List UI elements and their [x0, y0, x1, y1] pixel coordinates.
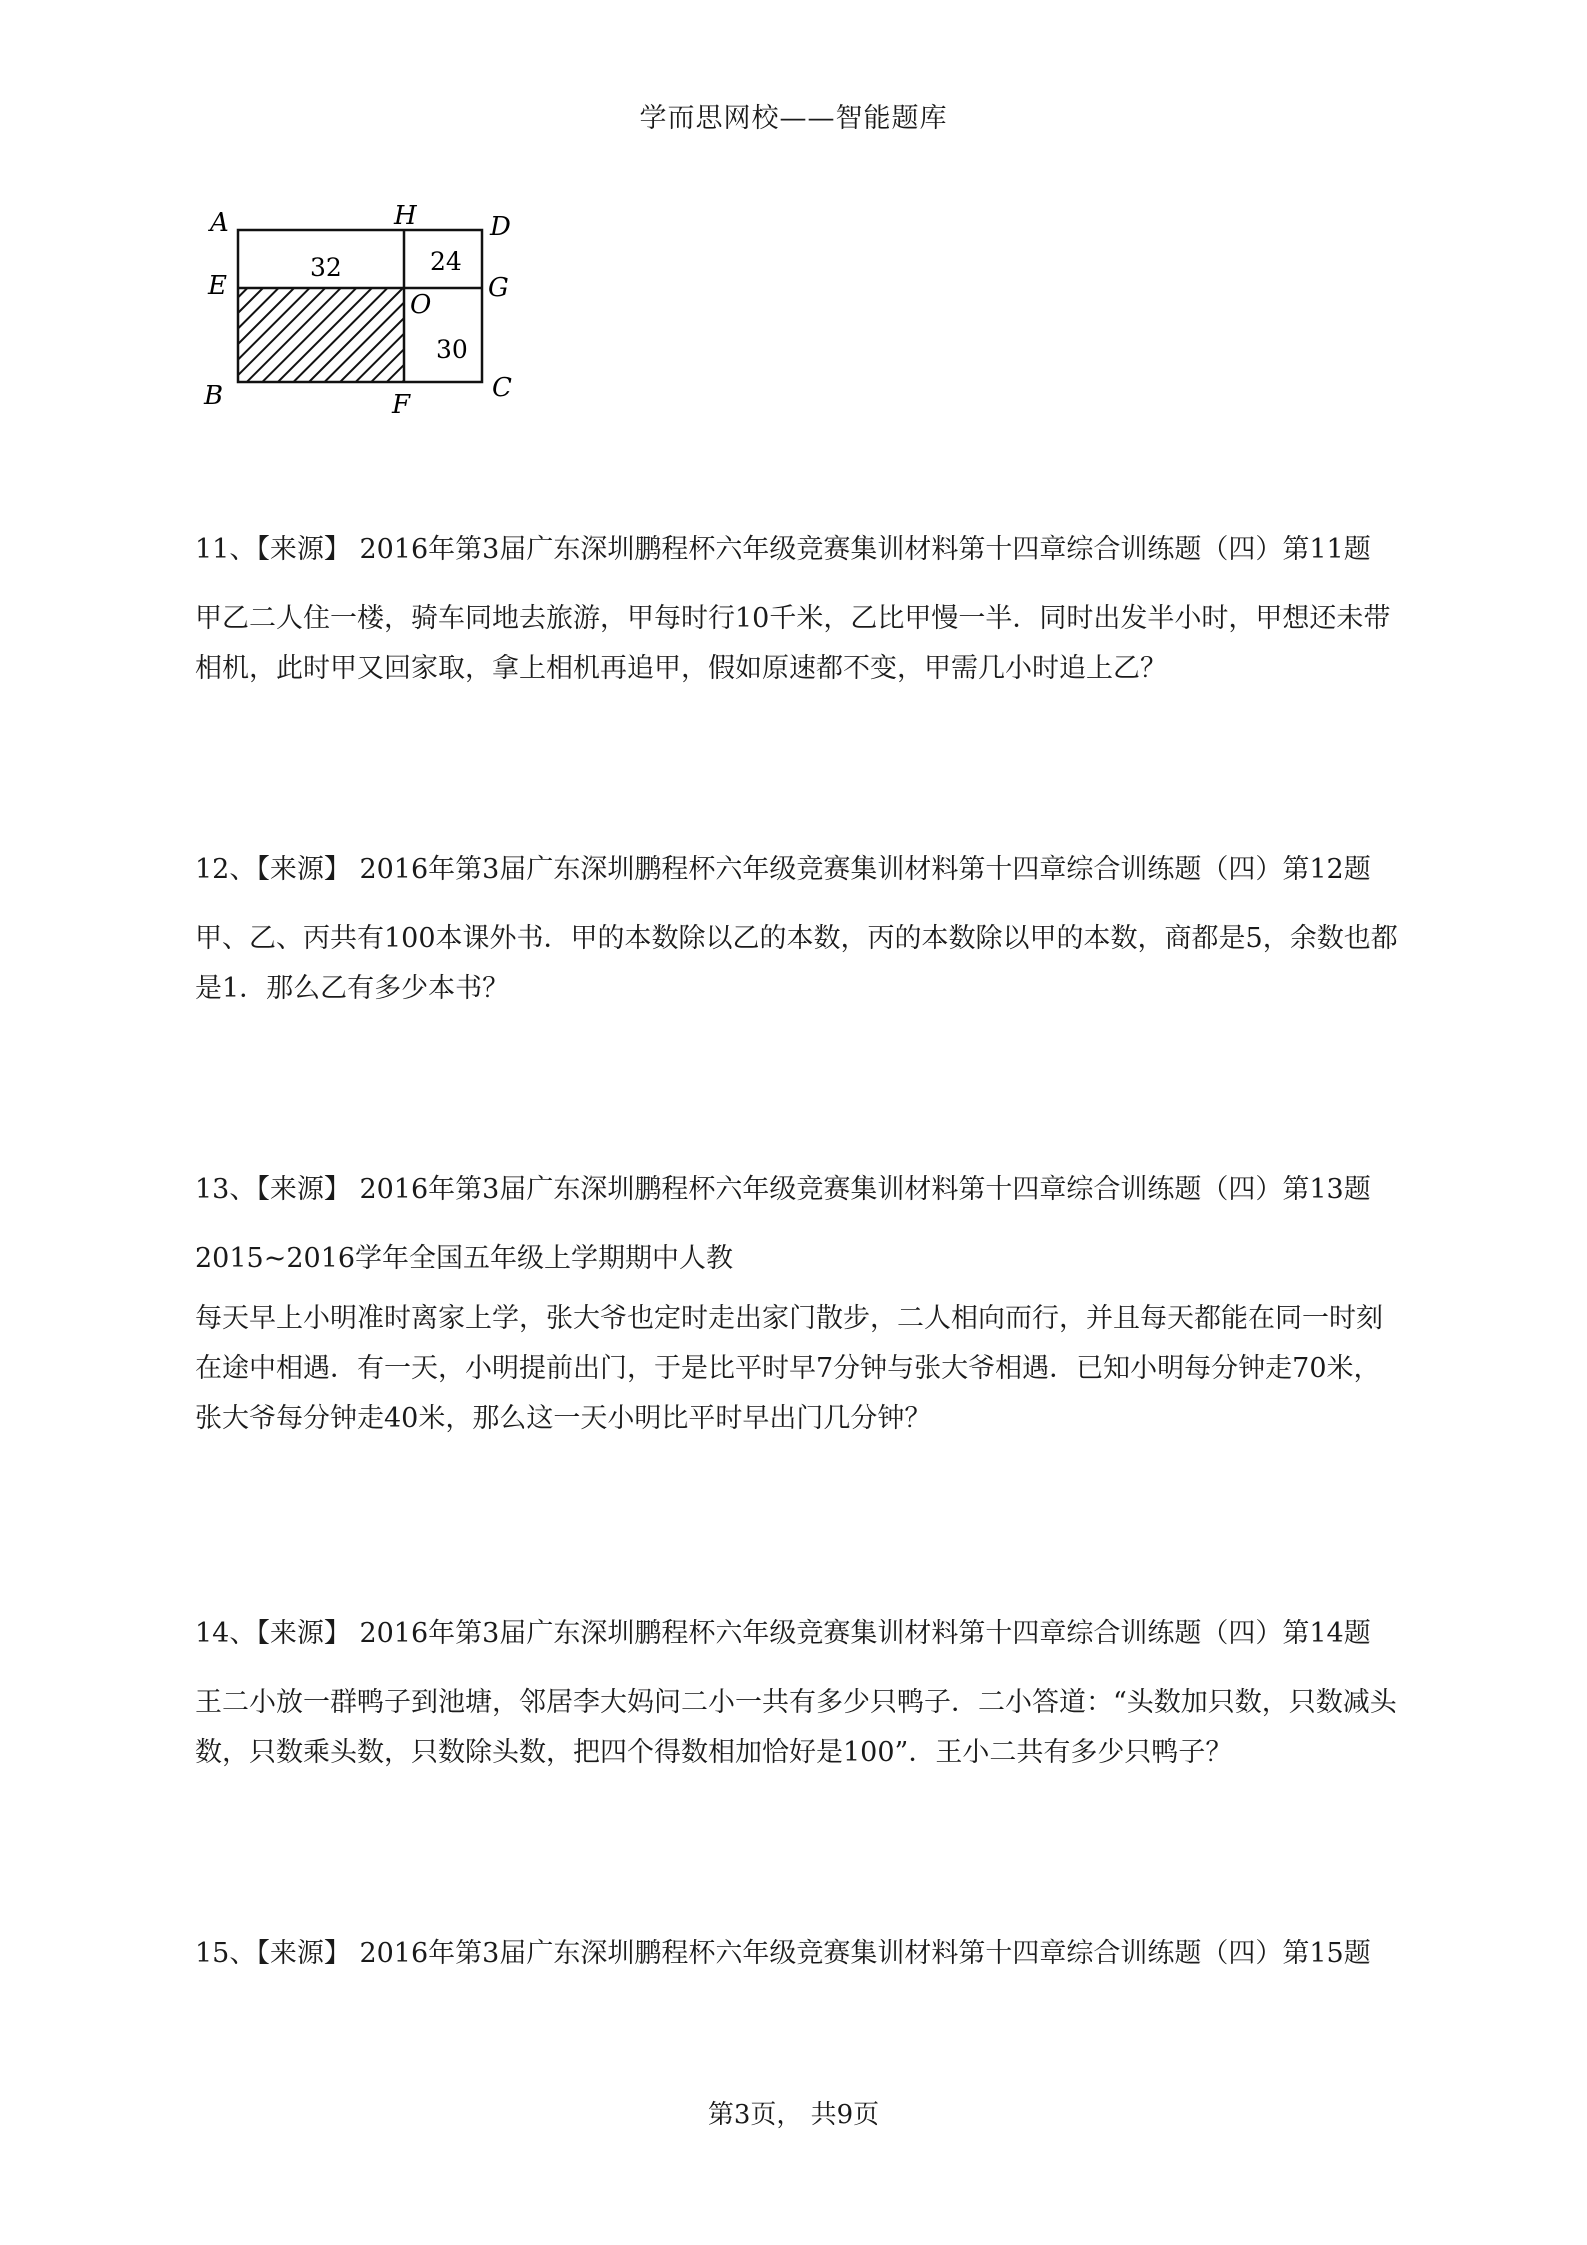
label-f: F — [392, 390, 411, 420]
question-13 — [195, 1164, 1405, 1444]
label-e: E — [208, 271, 227, 301]
question-source: 11、【来源】 2016年第3届广东深圳鹏程杯六年级竞赛集训材料第十四章综合训练题（四）第11题 — [195, 534, 1371, 565]
question-11 — [195, 524, 1405, 694]
area-top-left: 32 — [310, 253, 342, 282]
question-body: 每天早上小明准时离家上学，张大爷也定时走出家门散步，二人相向而行，并且每天都能在同一时刻在途中相遇．有一天，小明提前出门，于是比平时早7分钟与张大爷相遇．已知小明每分钟走70米，张大爷每分钟走40米，那么这一天小明比平时早出门几分钟？ — [195, 1303, 1383, 1434]
rectangle-diagram — [196, 198, 536, 424]
label-b: B — [204, 381, 224, 411]
area-bottom-right: 30 — [436, 335, 468, 364]
label-o: O — [410, 290, 432, 320]
question-body: 甲、乙、丙共有100本课外书．甲的本数除以乙的本数，丙的本数除以甲的本数，商都是5，余数也都是1．那么乙有多少本书？ — [195, 923, 1398, 1004]
page-footer: 第3页， 共9页 — [707, 2100, 880, 2130]
label-h: H — [394, 201, 417, 231]
label-a: A — [210, 208, 229, 238]
label-c: C — [492, 373, 512, 403]
source-tag: 【来源】 — [256, 1174, 351, 1205]
source-tag: 【来源】 — [256, 854, 351, 885]
question-source: 15、【来源】 2016年第3届广东深圳鹏程杯六年级竞赛集训材料第十四章综合训练题（四）第15题 — [195, 1938, 1371, 1969]
question-body: 王二小放一群鸭子到池塘，邻居李大妈问二小一共有多少只鸭子．二小答道：“头数加只数，只数减头数，只数乘头数，只数除头数，把四个得数相加恰好是100”．王小二共有多少只鸭子？ — [195, 1687, 1397, 1768]
source-tag: 【来源】 — [256, 534, 351, 565]
question-source: 12、【来源】 2016年第3届广东深圳鹏程杯六年级竞赛集训材料第十四章综合训练题（四）第12题 — [195, 854, 1371, 885]
area-top-right: 24 — [430, 247, 462, 276]
source-tag: 【来源】 — [256, 1618, 351, 1649]
question-exam-tag: 2015~2016学年全国五年级上学期期中人教 — [195, 1243, 734, 1274]
question-12 — [195, 844, 1405, 1014]
geometry-figure — [196, 198, 536, 424]
question-source: 14、【来源】 2016年第3届广东深圳鹏程杯六年级竞赛集训材料第十四章综合训练题（四）第14题 — [195, 1618, 1371, 1649]
shaded-region — [238, 288, 404, 382]
question-14 — [195, 1608, 1405, 1778]
label-g: G — [488, 273, 509, 303]
question-body: 甲乙二人住一楼，骑车同地去旅游，甲每时行10千米，乙比甲慢一半．同时出发半小时，甲想还未带相机，此时甲又回家取，拿上相机再追甲，假如原速都不变，甲需几小时追上乙？ — [195, 603, 1391, 684]
label-d: D — [490, 212, 511, 242]
question-15 — [195, 1928, 1405, 1980]
page-header: 学而思网校——智能题库 — [639, 103, 948, 134]
source-tag: 【来源】 — [256, 1938, 351, 1969]
question-source: 13、【来源】 2016年第3届广东深圳鹏程杯六年级竞赛集训材料第十四章综合训练题（四）第13题 — [195, 1174, 1371, 1205]
